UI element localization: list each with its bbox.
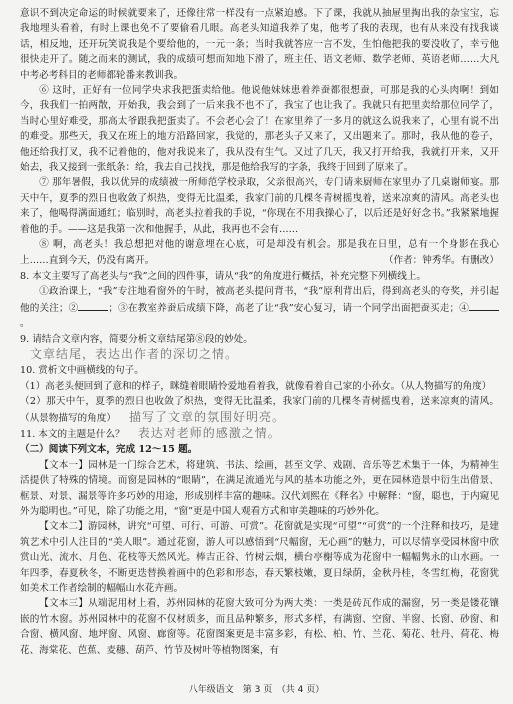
question-10-s2-text: （2）那天中午，夏季的烈日也收敛了炽热，变得无比温柔，我家门前的几棵冬青树摇曳着，送来凉爽的清风。（从景物描写的角度） xyxy=(20,396,499,424)
question-9 xyxy=(20,332,499,347)
question-8-end: 。 xyxy=(20,318,30,330)
handwritten-answer-11: 表达对老师的感激之情。 xyxy=(137,425,281,440)
question-9-answer xyxy=(20,347,499,363)
answer-blank-2[interactable] xyxy=(78,300,108,311)
page-footer: 八年级语文 第 3 页 （共 4 页） xyxy=(188,684,325,695)
question-10-s1: （1）高老头便回到了意和的样子，眯缝着眼睛怜爱地看着我，就像看着自己家的小孙女。（从人物描写的角度） xyxy=(20,380,492,392)
reading-text-3: 【文本三】从端泥用材上看，苏州园林的花窗大致可分为两大类：一类是砖瓦作成的漏窗，另一类是镂花镶嵌的竹木窗。苏州园林中的花窗不仅材质多，而且品种繁多，形式多样，有满窗、空窗、半窗、长窗、砂窗、和合窗、横风窗、地坪窗、风窗、廊窗等。花窗图案更是丰富多彩，有松、柏、竹、兰花、菊花、牡丹、荷花、梅花、海棠花、芭蕉、麦穗、葫芦、竹节及树叶等植物图案，有 xyxy=(20,598,499,656)
handwritten-answer-10: 描写了文章的氛围好明亮。 xyxy=(129,409,286,424)
question-8-line2: ；③在教室养蚕后成绩下降，高老了让“我”安心复习，请一个同学出面把蚕买走；④ xyxy=(108,302,470,314)
question-8: 8. 本文主要写了高老头与“我”之间的四件事，请从“我”的角度进行概括，补充完整下列横线上。 xyxy=(20,270,426,282)
reading-text-1: 【文本一】园林是一门综合艺术，将建筑、书法、绘画，甚至文学、戏剧、音乐等艺术集于一体，为精神生活提供了特殊的情境。而窗是园林的“眼睛”，在满足流通光与风的基本功能之外，更在园林造景中衍生出借景、框景、对景、漏景等许多巧妙的用途，形成别样丰富的趣味。汉代刘熙在《释名》中解释：“窗，聪也，于内窥见外为聪明也。”可见，除了功能之用，“窗”更是中国人观看方式和审美趣味的巧妙外化。 xyxy=(20,459,499,517)
question-10-s2 xyxy=(20,394,499,426)
source-note: （作者：钟秀华。有删改） xyxy=(383,254,499,266)
question-8-line1: ①政治课上，“我”专注地看窗外的午时，被高老头提问背书，“我”原利背出后，得到高老头的夸奖，并引起他的关注；② xyxy=(20,286,499,314)
story-paragraph-8-text: ⑧ 啊，高老头！我总想把对他的谢意埋在心底，可是却没有机会。那是我在日里，总有一个身影在我心上……直到今天，仍没有离开。 xyxy=(20,239,499,266)
reading-text-2: 【文本二】游园林，讲究“可望、可行、可游、可赏”。花窗就是实现“可望”“可赏”的一个注释和技巧，是建筑艺术中引人注目的“美人眼”。通过花窗，游人可以感悟到“尺幅窗，无心画”的魅力，可以尽情享受园林窗中欣赏山光、流水、月色、花枝等天然风光。棒吉正谷、竹树云烟，横台亭榭等成为花窗中一幅幅隽永的山水画。一年四季，春夏秋冬，不断更迭替换着画中的色彩和形态，春天繁枝嫩，夏日绿荫，金秋丹桂，冬雪红梅，花窗犹如美术工作者绘制的幅幅山水花卉画。 xyxy=(20,521,499,595)
question-10: 10. 赏析文中画横线的句子。 xyxy=(20,365,144,377)
story-paragraph-6: ⑥ 这时，正好有一位同学央求我把蛋卖给他。他说他妹妹患着养蚕都很想蚕，可那是我的心头肉啊！到如今，我我们一拍两散，开始我，我会到了一后来我不也不了，我宝了也让我了。我就只有把里卖给那位同学了，当时心里好难受，那高太爷跟我把蛋卖了。不会老心会了！在家里养了一多月的就这么说我来了，心里有说不出的难受。那些天，我又在班上的地方沿路回家，我觉的，那老头子又来了，又出题来了。那时，我从他的卷子，他还给我打叉，我不记着他的，他对我说来了，我从没有生气。又过了几天，我又打开给我，我就打开来，又开始去，我又接到一张纸条：给，我去自己找找，那是他给我写的字条，我终于回到了原来了。 xyxy=(20,85,499,174)
story-paragraph-8 xyxy=(20,237,499,268)
question-9-prompt: 9. 请结合文章内容，简要分析文章结尾第⑧段的妙处。 xyxy=(20,333,253,345)
question-8-items xyxy=(20,284,499,331)
story-paragraph-5: 意识不到决定命运的时候就要来了，还像往常一样没有一点紧迫感。下了课，我就从抽屉里掏出我的杂宝宝，忘我地埋头看着，有时上课也免不了要偷看几眼。高老头知道我养了鬼，他考了我的表现，也有从来没有找我谈话，相反地，还开玩笑说我是个要给他的，一元一条；当时我就答应一言不发，生怕他把我的要没收了，幸亏他很快走开了。随之而来的测试，我的成绩可想而知地下滑了，班主任、语文老师、数学老师、英语老师……大凡中考必考科目的老师都轮番来教训我。 xyxy=(20,8,499,81)
story-paragraph-7: ⑦ 那年暑假，我以优异的成绩被一所师范学校录取，父亲很高兴，专门请来厨师在家里办了几桌谢师宴。那天中午，夏季的烈日也收敛了炽热，变得无比温柔，我家门前的几棵冬青树摇曳着，送来凉爽的清风。高老头也来了，他喝得满面通红；临别时，高老头拉着我的手说，“你现在不用我操心了，以后还是好好念书。”我紧紧地握着他的手。——这是我第一次和他握手，从此，我再也不会有…… xyxy=(20,177,499,235)
question-11 xyxy=(20,426,499,442)
section-2-heading: （二）阅读下列文本，完成 12～15 题。 xyxy=(20,444,198,456)
handwritten-answer-9: 文章结尾，表达出作者的深切之情。 xyxy=(30,346,239,361)
answer-blank-4[interactable] xyxy=(469,300,499,311)
question-11-prompt: 11. 本文的主题是什么？ xyxy=(20,428,125,440)
